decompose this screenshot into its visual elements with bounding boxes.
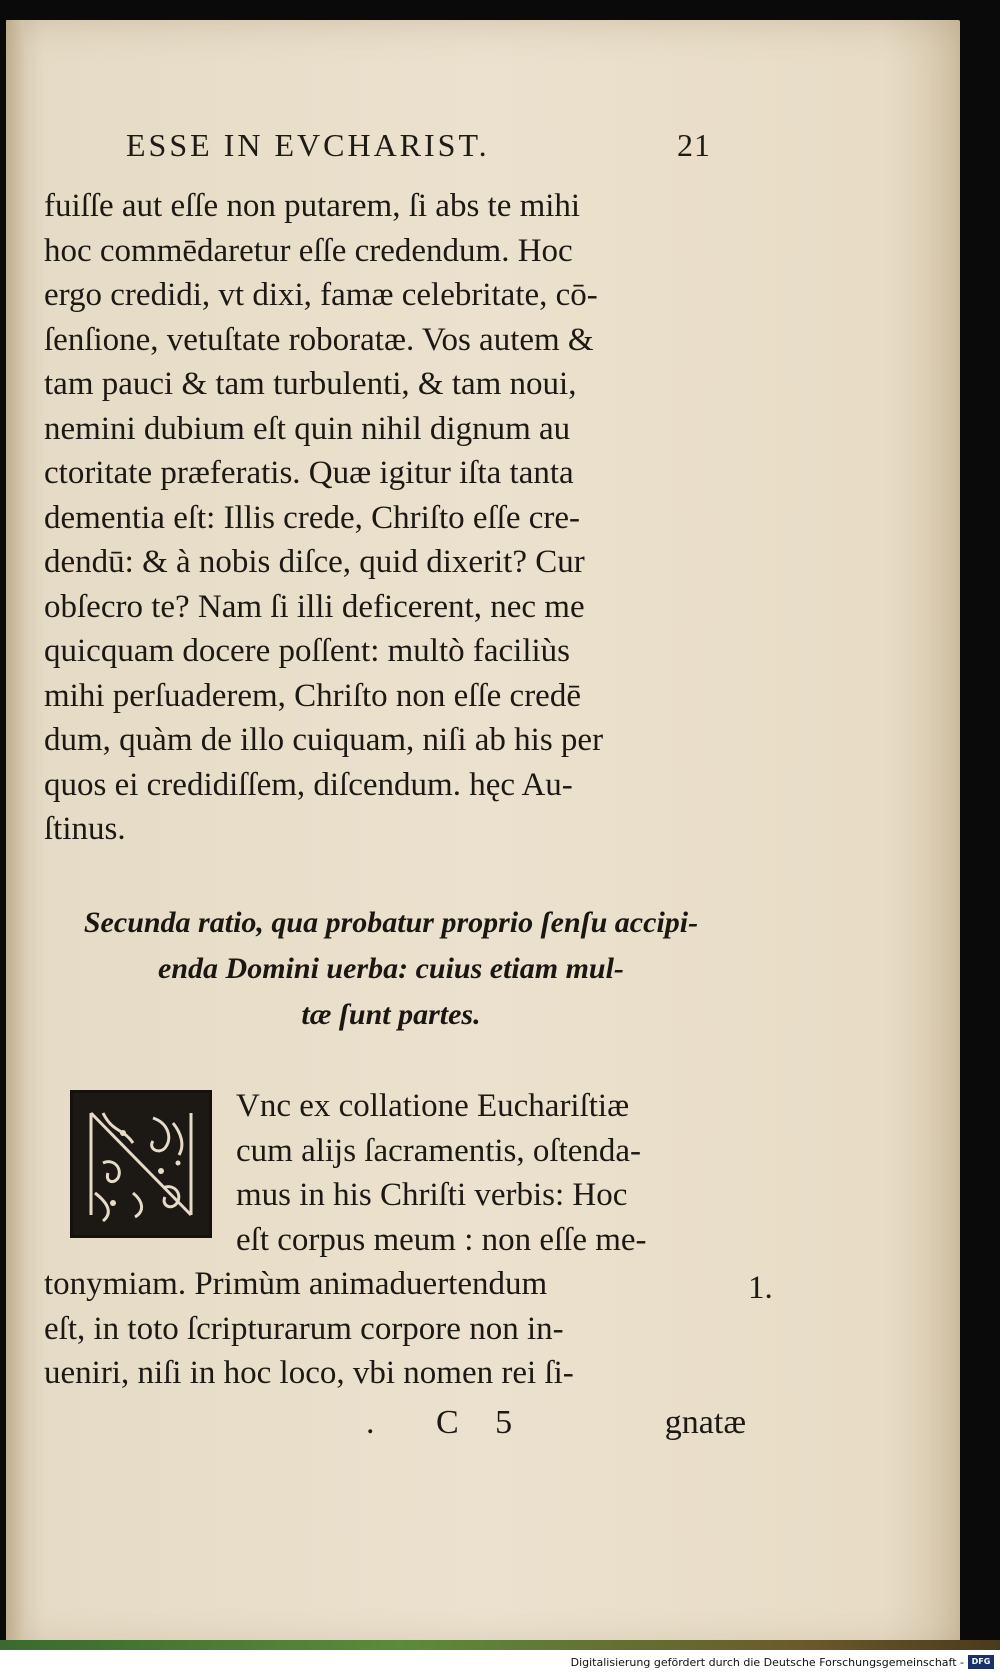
book-page: [6, 20, 960, 1650]
text-line: mihi perſuaderem, Chriſto non eſſe credē: [44, 677, 581, 714]
text-line: ſenſione, vetuſtate roboratæ. Vos autem &: [44, 321, 594, 358]
section-heading: [46, 900, 736, 1038]
text-line: cum alijs ſacramentis, oſtenda-: [236, 1132, 642, 1169]
heading-line: Secunda ratio, qua probatur proprio ſenſu accipi-: [83, 906, 699, 939]
margin-note: 1.: [748, 1270, 773, 1306]
footer-bar: [0, 1650, 1000, 1673]
text-line: dum, quàm de illo cuiquam, niſi ab his per: [44, 722, 604, 758]
text-line: hoc commēdaretur eſſe credendum. Hoc: [44, 232, 573, 269]
text-line: tam pauci & tam turbulenti, & tam noui,: [44, 366, 577, 402]
text-line: tonymiam. Primùm animaduertendum: [44, 1266, 548, 1302]
body-paragraph: [44, 184, 724, 852]
text-line: obſecro te? Nam ſi illi deficerent, nec me: [44, 588, 585, 625]
page-number: 21: [677, 127, 711, 163]
dfg-logo-icon: DFG: [968, 1655, 994, 1669]
text-line: quicquam docere poſſent: multò faciliùs: [44, 633, 571, 669]
footer-credit: Digitalisierung gefördert durch die Deutsche Forschungsgemeinschaft -: [570, 1656, 964, 1669]
page-gutter-shadow: [6, 20, 24, 1650]
running-head: [126, 127, 711, 164]
text-line: nemini dubium eſt quin nihil dignum au: [44, 410, 571, 447]
running-head-title: ESSE IN EVCHARIST.: [126, 127, 490, 163]
text-line: fuiſſe aut eſſe non putarem, ſi abs te mihi: [44, 188, 581, 224]
catchword: gnatæ: [664, 1404, 746, 1441]
text-line: ſtinus.: [44, 811, 126, 847]
signature-dot: .: [366, 1404, 375, 1441]
signature-mark: C 5: [436, 1404, 527, 1441]
text-line: ueniri, niſi in hoc loco, vbi nomen rei ſi-: [44, 1355, 574, 1391]
text-line: eſt, in toto ſcripturarum corpore non in-: [44, 1310, 564, 1347]
text-line: dementia eſt: Illis crede, Chriſto eſſe cre-: [44, 499, 581, 536]
section-paragraph: [44, 1084, 784, 1396]
text-line: quos ei credidiſſem, diſcendum. hęc Au-: [44, 766, 573, 803]
text-line: ergo credidi, vt dixi, famæ celebritate, cō-: [44, 277, 598, 313]
heading-line: tæ ſunt partes.: [301, 998, 481, 1031]
text-line: eſt corpus meum : non eſſe me-: [236, 1221, 647, 1258]
scan-color-strip: [0, 1640, 1000, 1650]
text-line: ctoritate præferatis. Quæ igitur iſta tanta: [44, 455, 574, 491]
text-line: Vnc ex collatione Euchariſtiæ: [236, 1088, 630, 1124]
text-line: mus in his Chriſti verbis: Hoc: [236, 1177, 628, 1213]
heading-line: enda Domini uerba: cuius etiam mul-: [158, 952, 624, 985]
signature-line: [366, 1404, 746, 1442]
text-line: dendū: & à nobis diſce, quid dixerit? Cur: [44, 544, 585, 580]
